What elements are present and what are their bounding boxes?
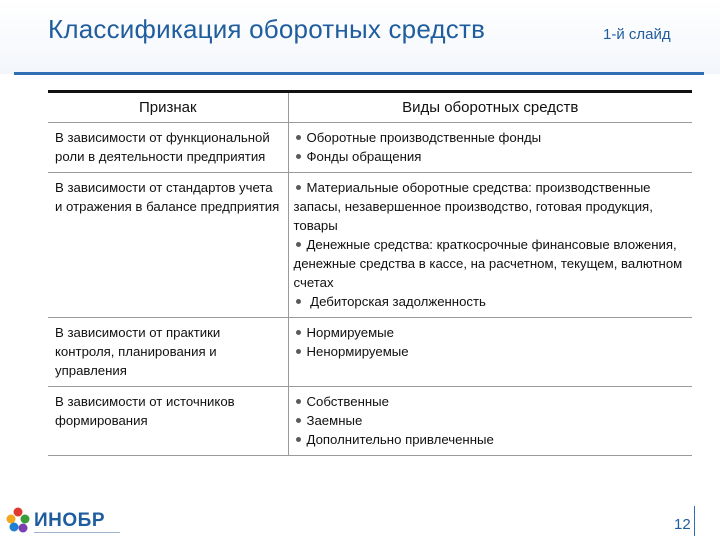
table-row <box>48 318 692 387</box>
criterion-cell: В зависимости от источников формирования <box>48 387 288 456</box>
list-item: Фонды обращения <box>294 147 687 166</box>
list-item: Заемные <box>294 411 687 430</box>
bullet-icon <box>296 242 301 247</box>
list-item: Ненормируемые <box>294 342 687 361</box>
types-cell <box>288 123 692 173</box>
bullet-icon <box>296 399 301 404</box>
types-cell <box>288 318 692 387</box>
table-row <box>48 387 692 456</box>
column-header-criterion: Признак <box>48 92 288 123</box>
list-item: Денежные средства: краткосрочные финансовые вложения, денежные средства в кассе, на расчетном, текущем, валютном счетах <box>293 237 683 290</box>
bullet-icon <box>296 185 301 190</box>
bullet-icon <box>296 437 301 442</box>
table-row <box>48 173 692 318</box>
column-header-types: Виды оборотных средств <box>288 92 692 123</box>
bullet-icon <box>296 299 301 304</box>
criterion-cell: В зависимости от практики контроля, планирования и управления <box>48 318 288 387</box>
list-item: Дополнительно привлеченные <box>294 430 687 449</box>
list-item: Дебиторская задолженность <box>294 292 687 311</box>
slide-title: Классификация оборотных средств <box>48 14 486 44</box>
inobr-logo <box>4 506 124 538</box>
list-item: Оборотные производственные фонды <box>294 128 687 147</box>
page-number: 12 <box>674 516 691 533</box>
bullet-icon <box>296 135 301 140</box>
list-item: Собственные <box>294 392 687 411</box>
list-item: Материальные оборотные средства: производственные запасы, незавершенное производство, готовая продукция, товары <box>293 180 653 233</box>
logo-text: ИНОБР <box>34 510 105 531</box>
title-divider <box>14 72 704 75</box>
logo-underline <box>34 532 120 533</box>
slide-subtitle: 1-й слайд <box>603 26 671 43</box>
types-cell <box>288 387 692 456</box>
bullet-icon <box>296 154 301 159</box>
table-row <box>48 123 692 173</box>
page-number-divider <box>694 506 695 536</box>
classification-table <box>48 90 692 456</box>
criterion-cell: В зависимости от функциональной роли в деятельности предприятия <box>48 123 288 173</box>
bullet-icon <box>296 418 301 423</box>
table-header-row <box>48 92 692 123</box>
list-item: Нормируемые <box>294 323 687 342</box>
inobr-logo-icon <box>4 506 32 536</box>
bullet-icon <box>296 349 301 354</box>
criterion-cell: В зависимости от стандартов учета и отражения в балансе предприятия <box>48 173 288 318</box>
bullet-icon <box>296 330 301 335</box>
types-cell <box>288 173 692 318</box>
